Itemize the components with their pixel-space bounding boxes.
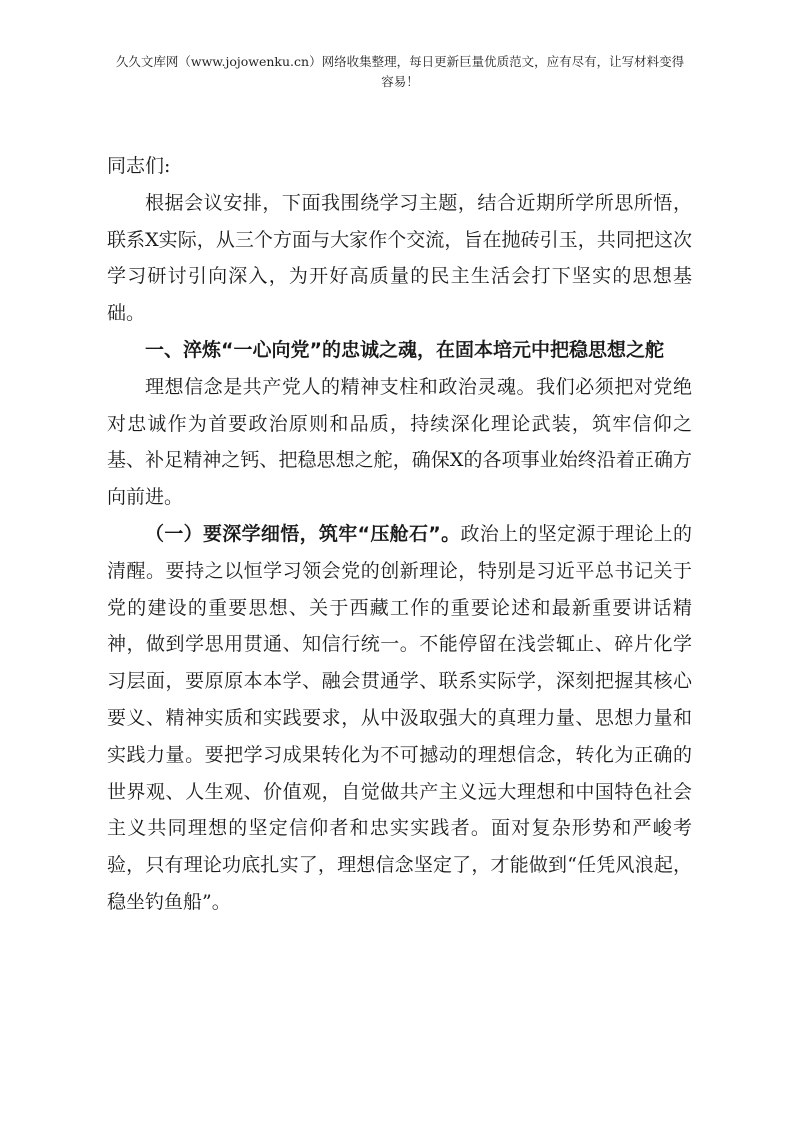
subsection-1-heading: （一）要深学细悟，筑牢“压舱石”。 — [145, 522, 461, 545]
salutation: 同志们: — [107, 155, 171, 177]
section-1-heading: 一、淬炼“一心向党”的忠诚之魂，在固本培元中把稳思想之舵 — [145, 338, 664, 361]
page-header — [100, 52, 700, 92]
header-line-2: 容易！ — [381, 74, 419, 89]
subsection-1-paragraph — [107, 516, 692, 921]
intro-paragraph: 根据会议安排，下面我围绕学习主题，结合近期所学所思所悟，联系X实际，从三个方面与大家作个交流，旨在抛砖引玉，共同把这次学习研讨引向深入，为开好高质量的民主生活会打下坚实的思想基础。 — [107, 191, 692, 325]
section-1-paragraph: 理想信念是共产党人的精神支柱和政治灵魂。我们必须把对党绝对忠诚作为首要政治原则和品质，持续深化理论武装，筑牢信仰之基、补足精神之钙、把稳思想之舵，确保X的各项事业始终沿着正确方向前进。 — [107, 375, 692, 509]
header-line-1: 久久文库网（www.jojowenku.cn）网络收集整理，每日更新巨量优质范文，应有尽有，让写材料变得 — [115, 54, 685, 69]
document-body — [107, 148, 692, 921]
subsection-1-body: 政治上的坚定源于理论上的清醒。要持之以恒学习领会党的创新理论，特别是习近平总书记关于党的建设的重要思想、关于西藏工作的重要论述和最新重要讲话精神，做到学思用贯通、知信行统一。不能停留在浅尝辄止、碎片化学习层面，要原原本本学、融会贯通学、联系实际学，深刻把握其核心要义、精神实质和实践要求，从中汲取强大的真理力量、思想力量和实践力量。要把学习成果转化为不可撼动的理想信念，转化为正确的世界观、人生观、价值观，自觉做共产主义远大理想和中国特色社会主义共同理想的坚定信仰者和忠实实践者。面对复杂形势和严峻考验，只有理论功底扎实了，理想信念坚定了，才能做到“任凭风浪起，稳坐钓鱼船”。 — [107, 522, 692, 913]
